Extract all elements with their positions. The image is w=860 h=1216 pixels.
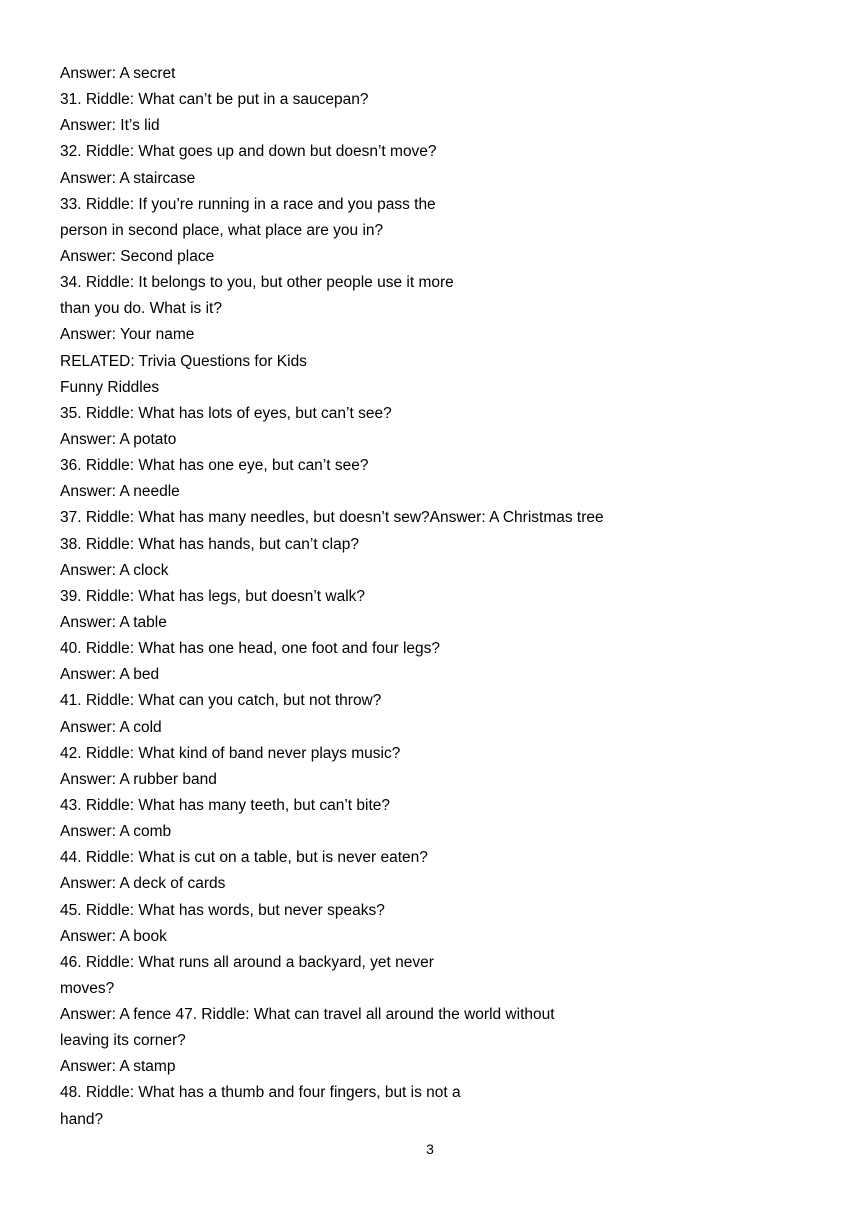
text-line: 43. Riddle: What has many teeth, but can’t bite? bbox=[60, 796, 390, 814]
text-line: than you do. What is it? bbox=[60, 300, 222, 318]
section-heading: Funny Riddles bbox=[60, 378, 160, 396]
text-line: Answer: A comb bbox=[60, 823, 172, 841]
text-line: Answer: It’s lid bbox=[60, 117, 160, 135]
text-line: Answer: Second place bbox=[60, 247, 215, 265]
text-line: Answer: A needle bbox=[60, 483, 180, 501]
text-line: 31. Riddle: What can’t be put in a saucepan? bbox=[60, 91, 369, 109]
text-line: Answer: A fence 47. Riddle: What can travel all around the world without bbox=[60, 1006, 555, 1024]
text-line: 42. Riddle: What kind of band never plays music? bbox=[60, 744, 401, 762]
text-line: Answer: A bed bbox=[60, 666, 160, 684]
text-line: 37. Riddle: What has many needles, but doesn’t sew?Answer: A Christmas tree bbox=[60, 509, 604, 527]
text-line: Answer: A potato bbox=[60, 430, 177, 448]
text-line: Answer: A deck of cards bbox=[60, 875, 226, 893]
text-line: 48. Riddle: What has a thumb and four fingers, but is not a bbox=[60, 1084, 461, 1102]
text-line: 35. Riddle: What has lots of eyes, but can’t see? bbox=[60, 404, 392, 422]
related-link: RELATED: Trivia Questions for Kids bbox=[60, 352, 307, 370]
text-line: Answer: A rubber band bbox=[60, 770, 217, 788]
text-line: 33. Riddle: If you’re running in a race and you pass the bbox=[60, 195, 436, 213]
document-body bbox=[60, 61, 820, 1133]
text-line: moves? bbox=[60, 979, 115, 997]
text-line: 38. Riddle: What has hands, but can’t clap? bbox=[60, 535, 359, 553]
text-line: Answer: A clock bbox=[60, 561, 169, 579]
text-line: Answer: A table bbox=[60, 613, 167, 631]
text-line: 36. Riddle: What has one eye, but can’t see? bbox=[60, 457, 369, 475]
text-line: 46. Riddle: What runs all around a backyard, yet never bbox=[60, 953, 434, 971]
text-line: 34. Riddle: It belongs to you, but other people use it more bbox=[60, 274, 454, 292]
text-line: 44. Riddle: What is cut on a table, but is never eaten? bbox=[60, 849, 428, 867]
page-number: 3 bbox=[426, 1141, 434, 1157]
text-line: person in second place, what place are you in? bbox=[60, 221, 384, 239]
text-line: Answer: A book bbox=[60, 927, 167, 945]
text-line: 41. Riddle: What can you catch, but not throw? bbox=[60, 692, 382, 710]
text-line: Answer: A secret bbox=[60, 65, 176, 82]
text-line: 32. Riddle: What goes up and down but doesn’t move? bbox=[60, 143, 437, 161]
text-line: Answer: A stamp bbox=[60, 1058, 176, 1076]
text-line: Answer: A staircase bbox=[60, 169, 196, 187]
text-line: hand? bbox=[60, 1110, 104, 1128]
text-line: 45. Riddle: What has words, but never speaks? bbox=[60, 901, 385, 919]
text-line: Answer: A cold bbox=[60, 718, 162, 736]
text-line: leaving its corner? bbox=[60, 1032, 186, 1050]
text-line: 39. Riddle: What has legs, but doesn’t walk? bbox=[60, 587, 366, 605]
text-line: 40. Riddle: What has one head, one foot and four legs? bbox=[60, 640, 441, 658]
text-line: Answer: Your name bbox=[60, 326, 195, 344]
